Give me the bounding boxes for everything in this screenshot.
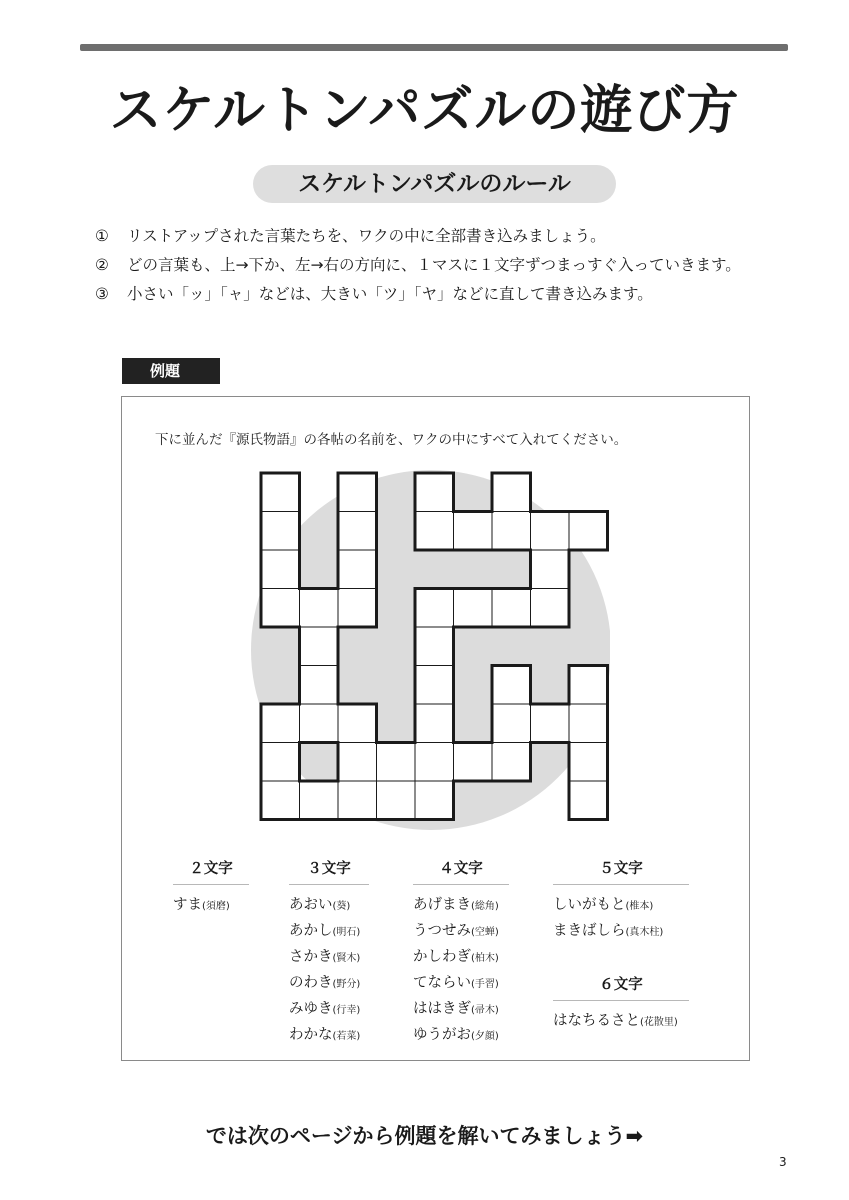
word-group-header: ２文字 (173, 857, 249, 885)
puzzle-cell (300, 589, 339, 628)
word-item (413, 997, 509, 1023)
rule-number: ② (95, 256, 109, 274)
puzzle-cell (338, 550, 377, 589)
puzzle-cell (492, 473, 531, 512)
puzzle-cell (569, 666, 608, 705)
top-rule (80, 44, 788, 51)
word-kana: しいがもと (553, 897, 626, 913)
word-kana: かしわぎ (413, 949, 471, 965)
word-group-2 (173, 857, 249, 919)
word-kanji: (若菜) (332, 1031, 361, 1042)
word-kanji: (手習) (471, 979, 499, 990)
puzzle-cell (492, 704, 531, 743)
word-kanji: (賢木) (332, 953, 361, 964)
word-item (173, 893, 249, 919)
instruction-text: 下に並んだ『源氏物語』の各帖の名前を、ワクの中にすべて入れてください。 (155, 432, 628, 448)
word-item (553, 893, 689, 919)
puzzle-cell (415, 473, 454, 512)
word-item (289, 893, 369, 919)
word-kana: あげまき (413, 897, 471, 913)
puzzle-cell (261, 512, 300, 551)
puzzle-cell (454, 743, 493, 782)
puzzle-cell (338, 743, 377, 782)
puzzle-cell (377, 743, 416, 782)
word-kana: さかき (289, 949, 333, 965)
puzzle-cell (531, 550, 570, 589)
puzzle-cell (531, 704, 570, 743)
puzzle-cell (338, 589, 377, 628)
puzzle-cell (338, 512, 377, 551)
puzzle-cell (261, 743, 300, 782)
word-kanji: (空蝉) (471, 927, 499, 938)
word-item (413, 919, 509, 945)
word-kana: あおい (289, 897, 333, 913)
puzzle-cell (300, 704, 339, 743)
word-item (289, 1023, 369, 1049)
puzzle-cell (454, 589, 493, 628)
page-number: 3 (779, 1155, 787, 1169)
rule-text: リストアップされた言葉たちを、ワクの中に全部書き込みましょう。 (127, 227, 606, 245)
word-item (289, 997, 369, 1023)
word-kanji: (葵) (332, 901, 351, 912)
rule-item (95, 251, 815, 280)
puzzle-cell (531, 512, 570, 551)
word-kanji: (花散里) (640, 1017, 678, 1028)
word-group-header: ４文字 (413, 857, 509, 885)
rule-number: ③ (95, 285, 109, 303)
word-kana: ゆうがお (413, 1027, 471, 1043)
puzzle-cell (415, 666, 454, 705)
word-group-6 (553, 973, 689, 1035)
word-item (413, 1023, 509, 1049)
word-item (413, 945, 509, 971)
puzzle-cell (569, 512, 608, 551)
puzzle-cell (261, 473, 300, 512)
word-kanji: (夕顔) (471, 1031, 499, 1042)
rule-text: 小さい「ッ」「ャ」などは、大きい「ツ」「ヤ」などに直して書き込みます。 (127, 285, 653, 303)
word-kana: うつせみ (413, 923, 471, 939)
word-group-5 (553, 857, 689, 945)
word-kana: すま (173, 897, 202, 913)
puzzle-cell (569, 781, 608, 820)
word-kana: はなちるさと (553, 1013, 640, 1029)
puzzle-cell (415, 589, 454, 628)
word-kanji: (柏木) (471, 953, 499, 964)
puzzle-cell (300, 781, 339, 820)
puzzle-cell (492, 666, 531, 705)
puzzle-cell (415, 704, 454, 743)
word-item (289, 971, 369, 997)
puzzle-cell (261, 589, 300, 628)
word-group-header: ５文字 (553, 857, 689, 885)
word-item (413, 893, 509, 919)
puzzle-cell (492, 589, 531, 628)
rule-number: ① (95, 227, 109, 245)
word-kana: ははきぎ (413, 1001, 471, 1017)
section-title: スケルトンパズルのルール (253, 165, 616, 203)
word-kanji: (明石) (332, 927, 361, 938)
word-kana: あかし (289, 923, 333, 939)
puzzle-cell (377, 781, 416, 820)
puzzle-cell (454, 512, 493, 551)
word-kana: のわき (289, 975, 333, 991)
footer-text: では次のページから例題を解いてみましょう➡ (205, 1124, 644, 1148)
puzzle-cell (261, 704, 300, 743)
word-item (553, 1009, 689, 1035)
puzzle-cell (415, 512, 454, 551)
word-kana: わかな (289, 1027, 333, 1043)
puzzle-cell (569, 743, 608, 782)
puzzle-cell (415, 743, 454, 782)
puzzle-cell (300, 627, 339, 666)
puzzle-cell (415, 627, 454, 666)
word-kanji: (須磨) (202, 901, 230, 912)
word-kanji: (真木柱) (625, 927, 664, 938)
word-kana: まきばしら (553, 923, 626, 939)
word-kanji: (総角) (471, 901, 499, 912)
rule-item (95, 222, 815, 251)
word-item (413, 971, 509, 997)
word-kanji: (帚木) (471, 1005, 499, 1016)
puzzle-cell (300, 666, 339, 705)
puzzle-grid (250, 465, 610, 830)
word-item (289, 945, 369, 971)
word-group-header: ３文字 (289, 857, 369, 885)
word-item (289, 919, 369, 945)
word-group-3 (289, 857, 369, 1049)
puzzle-cell (261, 550, 300, 589)
word-kanji: (野分) (332, 979, 361, 990)
word-kanji: (椎本) (625, 901, 654, 912)
word-group-4 (413, 857, 509, 1049)
rule-text: どの言葉も、上→下か、左→右の方向に、１マスに１文字ずつまっすぐ入っていきます。 (127, 256, 741, 274)
puzzle-cell (415, 781, 454, 820)
example-label: 例題 (122, 358, 220, 384)
rule-item (95, 280, 815, 309)
word-kana: みゆき (289, 1001, 333, 1017)
rules-list (95, 222, 815, 309)
puzzle-cell (338, 781, 377, 820)
puzzle-cell (261, 781, 300, 820)
puzzle-cell (531, 589, 570, 628)
word-group-header: ６文字 (553, 973, 689, 1001)
puzzle-cell (492, 743, 531, 782)
word-kanji: (行幸) (332, 1005, 361, 1016)
puzzle-cell (569, 704, 608, 743)
puzzle-cell (492, 512, 531, 551)
puzzle-cell (338, 704, 377, 743)
puzzle-cell (338, 473, 377, 512)
word-item (553, 919, 689, 945)
word-kana: てならい (413, 975, 471, 991)
page-title: スケルトンパズルの遊び方 (109, 81, 740, 141)
